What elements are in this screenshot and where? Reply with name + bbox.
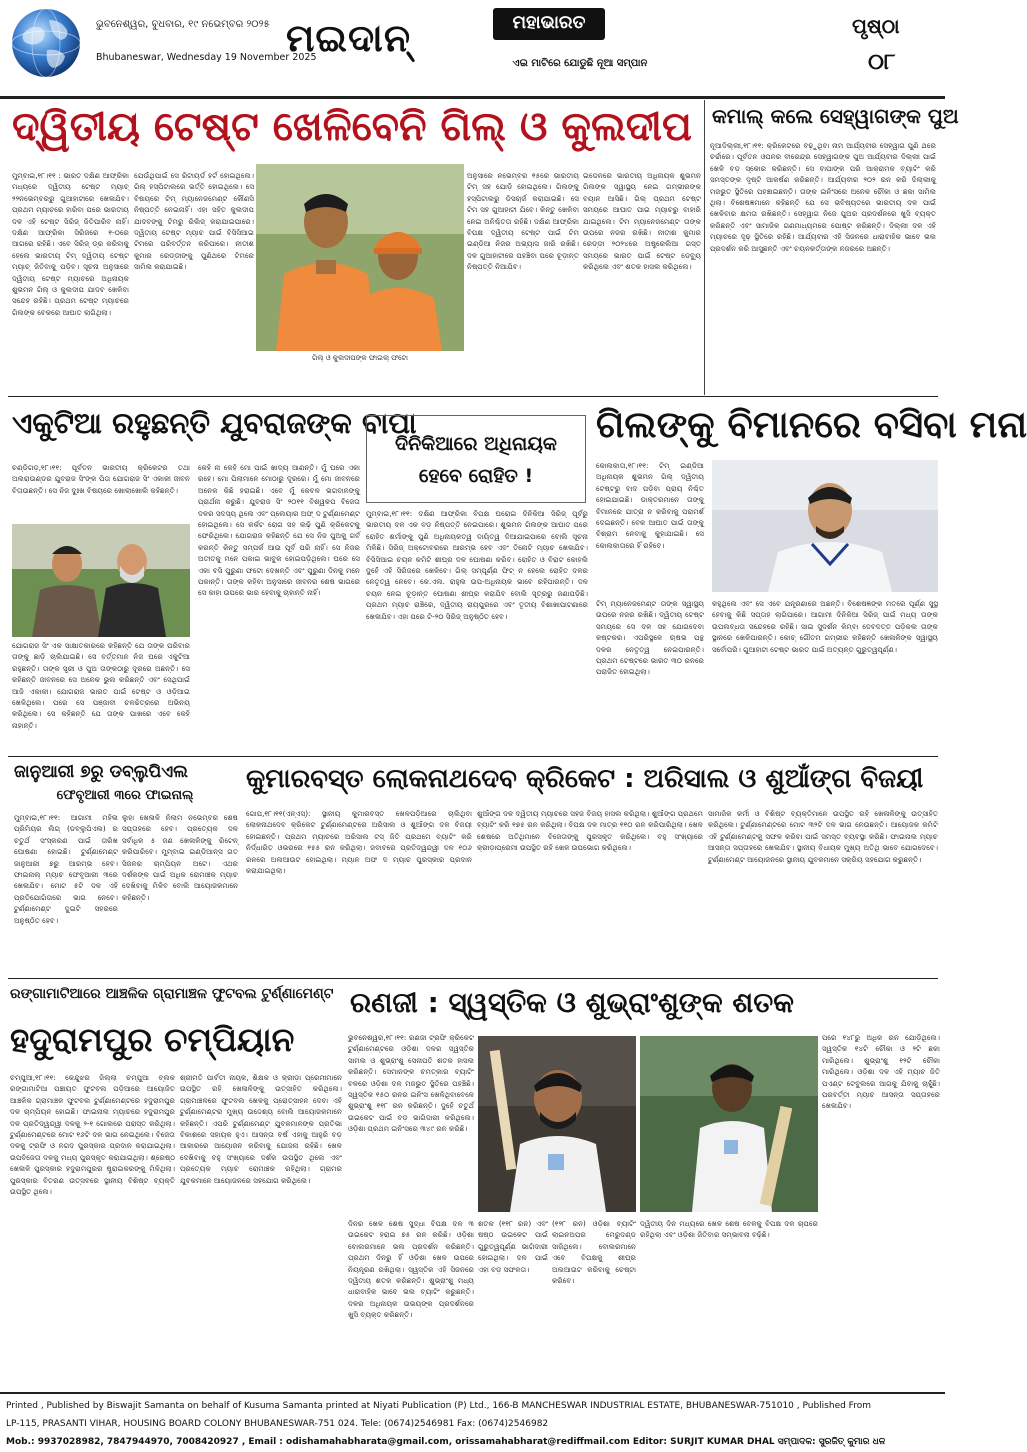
photo-yuvraj-father	[12, 524, 190, 637]
masthead	[0, 0, 945, 97]
yuvraj-col2: କେହି ନା କେହି ମୋ ପାଇଁ ଖାଦ୍ୟ ଆଣନ୍ତି। ମୁଁ ଘରେ ଏକା ରହେ। ମୋ ପିଲାମାନେ ମୋଠାରୁ ଦୂରରେ। ମୁଁ ମୋ ଜୀବନରେ ଅନେକ କିଛି ହରାଇଛି। ଏବେ ମୁଁ କେବଳ ଭଗବାନଙ୍କୁ ପ୍ରାର୍ଥନା କରୁଛି। ଯୁବରାଜ ସିଂ ୨୦୧୧ ବିଶ୍ୱକପ ବିଜେତା ଦଳର ସଦସ୍ୟ ଥିଲେ ଏବଂ ପ୍ଲେୟାର ଅଫ୍ ଦ ଟୁର୍ଣ୍ଣାମେଣ୍ଟ ହୋଇଥିଲେ। ସେ କର୍କଟ ରୋଗ ସହ ଲଢ଼ି ପୁଣି କ୍ରିକେଟକୁ ଫେରିଥିଲେ। ଯୋଗରାଜ କହିଛନ୍ତି ଯେ ସେ ନିଜ ପୁଅକୁ ଗର୍ବ କରନ୍ତି କିନ୍ତୁ ସମ୍ପର୍କ ଆଉ ପୂର୍ବ ପରି ନାହିଁ। ସେ ନିଜର ଅତୀତକୁ ମନେ ପକାଇ ଭାବୁକ ହୋଇପଡ଼ିଥିଲେ। ଘରେ ସେ ଏକା ବସି ପୁରୁଣା ଫଟୋ ଦେଖନ୍ତି ଏବଂ ପୁରୁଣା ଦିନକୁ ମନେ ପକାନ୍ତି। ତାଙ୍କ କହିବା ଅନୁସାରେ ଜୀବନର ଶେଷ ଭାଗରେ ସେ କାହା ଉପରେ ଭାର ହେବାକୁ ଚାହାନ୍ତି ନାହିଁ।	[198, 463, 360, 598]
divider	[8, 756, 938, 757]
photo-caption-gill-kuldeep: ଗିଲ୍ ଓ କୁଲଦୀପଙ୍କ ଫାଇଲ୍ ଫଟୋ	[312, 354, 408, 362]
ranji-col2: ଦିନର ଖେଳ ଶେଷ ସୁଦ୍ଧା ବିପକ୍ଷ ଦଳ ୩ ଉଇକେଟ ହରାଇ ୭୫ ରନ କରିଛି। ଓଡ଼ିଶା ବୋଲରମାନେ ଭଲ ପ୍ରଦର୍ଶନ କରିଛନ୍ତି। ପ୍ରଥମ ଦିନରୁ ହିଁ ଓଡ଼ିଶା ଖେଳ ଉପରେ ନିୟନ୍ତ୍ରଣ ରଖିଥିଲା। ସ୍ୱସ୍ତିକ ଏହି ସିଜନରେ ଦ୍ୱିତୀୟ ଶତକ କରିଛନ୍ତି। ଶୁଭ୍ରାଂଶୁ ମଧ୍ୟ ଧାରାବାହିକ ଭାବେ ଭଲ ବ୍ୟାଟିଂ କରୁଛନ୍ତି। ଦଳର ଅଧିନାୟକ ଉଭୟଙ୍କ ପ୍ରଦର୍ଶନରେ ଖୁସି ବ୍ୟକ୍ତ କରିଛନ୍ତି।	[348, 1219, 474, 1320]
story1-col1: ମୁମ୍ବାଇ,୧୮।୧୧ : ଭାରତ ଦକ୍ଷିଣ ଆଫ୍ରିକା ମଧ୍ୟରେ ଦ୍ୱିତୀୟ ଟେଷ୍ଟ ମ୍ୟାଚ୍ ୨୨ନଭେମ୍ବରରୁ ଗୁଆହାଟୀରେ ଖେଳାଯିବ। ପ୍ରଥମ ମ୍ୟାଚରେ ହାରିବା ପରେ ଭାରତୀୟ ଦଳ ଏହି ଟେଷ୍ଟ ସିରିଜ୍ ଜିତିପାରିବ ନାହିଁ। ଦକ୍ଷିଣ ଆଫ୍ରିକା ସିରିଜରେ ୧-୦ରେ ଆଗରେ ରହିଛି। ଏବେ ସିରିଜ୍ ଡ୍ର କରିବାକୁ ହେଲେ ଭାରତୀୟ ଟିମ୍ ଦ୍ୱିତୀୟ ଟେଷ୍ଟ ମ୍ୟାଚ୍ ଜିତିବାକୁ ପଡ଼ିବ। ସୂଚନା ଅନୁସାରେ ଦ୍ୱିତୀୟ ଟେଷ୍ଟ ମ୍ୟାଚରେ ଅଧିନାୟକ ଶୁଭମନ ଗିଲ୍ ଓ କୁଲଦୀପ ଯାଦବ ଖେଳିବା ସନ୍ଦେହ ରହିଛି। ପ୍ରଥମ ଟେଷ୍ଟ ମ୍ୟାଚରେ ଗିଲଙ୍କ ବେକରେ ଆଘାତ ଲାଗିଥିଲା।	[12, 171, 129, 317]
photo-subhranshu-senapati	[640, 1036, 818, 1212]
headline-ranji-centuries: ରଣଜୀ : ସ୍ୱସ୍ତିକ ଓ ଶୁଭ୍ରାଂଶୁଙ୍କ ଶତକ	[350, 986, 794, 1019]
divider	[8, 978, 938, 979]
footer	[6, 1397, 941, 1451]
headline-gill-kuldeep: ଦ୍ୱିତୀୟ ଟେଷ୍ଟ ଖେଳିବେନି ଗିଲ୍ ଓ କୁଲଦୀପ	[12, 104, 692, 150]
ranji-col3: ପରେ ୧୪୮ରୁ ଅଧିକ ରନ ଯୋଡ଼ିଥିଲେ। ସ୍ୱସ୍ତିକ ୧୪ଟି ଚୌକା ଓ ୨ଟି ଛକା ମାରିଥିଲେ। ଶୁଭ୍ରାଂଶୁ ୧୨ଟି ଚୌକା ମାରିଥିଲେ। ଓଡ଼ିଶା ଦଳ ଏହି ମ୍ୟାଚ ଜିତି ପଏଣ୍ଟ ଟେବୁଲରେ ଆଗକୁ ଯିବାକୁ ଚାହୁଁଛି। ପରବର୍ତ୍ତୀ ମ୍ୟାଚ ଆସନ୍ତା ସପ୍ତାହରେ ଖେଳାଯିବ।	[822, 1033, 940, 1111]
divider	[704, 100, 705, 395]
wpl-col2: ଲୁହା ଖେଳାଳି ନିଲାମ ନଭେମ୍ବର ଶେଷ ସପ୍ତାହରେ ହେବ। ପ୍ରତ୍ୟେକ ଦଳ ସର୍ବାଧିକ ୫ ଜଣ ଖେଳାଳିଙ୍କୁ ରିଟେନ୍ କରିପାରିବେ। ମୁମ୍ବାଇ ଇଣ୍ଡିଆନ୍ସ ଗତ ସିଜନର ଚାମ୍ପିୟନ ଅଟେ। ଏଥର ଦର୍ଶକଙ୍କ ପାଇଁ ଅଧିକ ରୋମାଞ୍ଚକ ମ୍ୟାଚ ଦେଖିବାକୁ ମିଳିବ ବୋଲି ଆୟୋଜକମାନେ କହିଛନ୍ତି।	[122, 813, 238, 902]
gill-flight-col1: କୋଲକାତା,୧୮।୧୧: ଟିମ୍ ଇଣ୍ଡିଆ ଅଧିନାୟକ ଶୁଭମନ ଗିଲ୍ ଦ୍ୱିତୀୟ ଟେଷ୍ଟରୁ ବାଦ ପଡ଼ିବା ପ୍ରାୟ ନିଶ୍ଚିତ ହୋଇଯାଇଛି। ଡାକ୍ତରମାନେ ତାଙ୍କୁ ବିମାନରେ ଯାତ୍ରା ନ କରିବାକୁ ପରାମର୍ଶ ଦେଇଛନ୍ତି। ବେକ ଆଘାତ ପାଇଁ ତାଙ୍କୁ ବିଶ୍ରାମ ନେବାକୁ କୁହାଯାଇଛି। ସେ କୋଲକାତାରେ ହିଁ ରହିବେ।	[596, 461, 704, 550]
paper-name-box	[493, 8, 605, 40]
rohit-story-box	[366, 415, 586, 503]
football-kicker: ରଙ୍ଗାମାଟିଆରେ ଆଞ୍ଚଳିକ ଗ୍ରାମାଞ୍ଚଳ ଫୁଟବଲ ଟୁର୍ଣ୍ଣାମେଣ୍ଟ	[10, 986, 334, 1002]
section-title: ମଇଦାନ୍	[286, 16, 412, 60]
gill-flight-col2: କହୁଥିଲେ ଏବଂ ସେ ଏବେ ଯନ୍ତ୍ରଣାରେ ଅଛନ୍ତି। ବିଶେଷଜ୍ଞଙ୍କ ମତରେ ପୂର୍ଣ୍ଣ ସୁସ୍ଥ ହେବାକୁ କିଛି ସପ୍ତାହ ଲାଗିପାରେ। ଆଗାମୀ ଦିନିକିଆ ସିରିଜ୍ ପାଇଁ ମଧ୍ୟ ତାଙ୍କ ଉପଲବ୍ଧତା ସନ୍ଦେହରେ ରହିଛି। ସାଇ ସୁଦର୍ଶନ କିମ୍ବା ଦେବଦତ୍ତ ପଡ଼ିକଲ ତାଙ୍କ ସ୍ଥାନରେ ଖେଳିପାରନ୍ତି। କୋଚ୍ ଗୌତମ ଗମ୍ଭୀର କହିଛନ୍ତି ଖେଳାଳିଙ୍କ ସ୍ୱାସ୍ଥ୍ୟ ସର୍ବୋପରି। ଗୁଆହାଟୀ ଟେଷ୍ଟ ଭାରତ ପାଇଁ ଅତ୍ୟନ୍ତ ଗୁରୁତ୍ୱପୂର୍ଣ୍ଣ।	[712, 599, 938, 654]
photo-swastik-samal	[478, 1036, 636, 1212]
date-english: Bhubaneswar, Wednesday 19 November 2025	[96, 52, 317, 63]
story-sehwag-body: ନୂଆଦିଲ୍ଲୀ,୧୮।୧୧: କ୍ରିକେଟରେ ବଢ଼ୁଥିବା ନାମ ଆର୍ଯ୍ୟବୀର ସେହ୍ୱାଗ ପୁଣି ଥରେ ଚର୍ଚ୍ଚାରେ। ପୂର୍ବତନ ଓପନର ବୀରେନ୍ଦ୍ର ସେହ୍ୱାଗଙ୍କ ପୁଅ ଆର୍ଯ୍ୟବୀର ଦିଲ୍ଲୀ ପାଇଁ ଖେଳି ବଡ଼ ସ୍କୋର କରିଛନ୍ତି। ସେ ବାପାଙ୍କ ପରି ଆକ୍ରାମକ ବ୍ୟାଟିଂ କରି ସମସ୍ତଙ୍କ ଦୃଷ୍ଟି ଆକର୍ଷଣ କରିଛନ୍ତି। ଆର୍ଯ୍ୟବୀର ୨୦୨ ରନ କରି ଦିଲ୍ଲୀକୁ ମଜଭୁତ ସ୍ଥିତିରେ ପହଞ୍ଚାଇଛନ୍ତି। ତାଙ୍କ ଇନିଂସରେ ଅନେକ ଚୌକା ଓ ଛକା ସାମିଲ ଥିଲା। ବିଶେଷଜ୍ଞମାନେ କହିଛନ୍ତି ଯେ ସେ ଭବିଷ୍ୟତରେ ଭାରତୀୟ ଦଳ ପାଇଁ ଖେଳିବାର କ୍ଷମତା ରଖିଛନ୍ତି। ସେହ୍ୱାଗ ନିଜେ ପୁଅର ପ୍ରଦର୍ଶନରେ ଖୁସି ବ୍ୟକ୍ତ କରିଛନ୍ତି ଏବଂ ସାମାଜିକ ଗଣମାଧ୍ୟମରେ ପୋଷ୍ଟ କରିଛନ୍ତି। ଦିଲ୍ଲୀ ଦଳ ଏହି ମ୍ୟାଚରେ ଦୃଢ଼ ସ୍ଥିତିରେ ରହିଛି। ଆର୍ଯ୍ୟବୀର ଏହି ସିଜନରେ ଧାରାବାହିକ ଭାବେ ଭଲ ପ୍ରଦର୍ଶନ କରି ଆସୁଛନ୍ତି ଏବଂ ଚୟନକର୍ତ୍ତାଙ୍କ ନଜରରେ ଅଛନ୍ତି।	[710, 141, 936, 253]
gill-flight-col1b: ଟିମ୍ ମ୍ୟାନେଜମେଣ୍ଟ ତାଙ୍କ ସ୍ୱାସ୍ଥ୍ୟ ଉପରେ ନଜର ରଖିଛି। ଦ୍ୱିତୀୟ ଟେଷ୍ଟ ସମୟରେ ସେ ଦଳ ସହ ଯୋଗଦେବା କଷ୍ଟକର। ଏପରିସ୍ଥଳେ ଋଷଭ ପନ୍ଥ ଦଳର ନେତୃତ୍ୱ ନେଇପାରନ୍ତି। ପ୍ରଥମ ଟେଷ୍ଟରେ ଭାରତ ୩୦ ରନରେ ପରାଜିତ ହୋଇଥିଲା।	[596, 599, 704, 677]
story1-col4: ଇଡେନରେ ଭାରତୀୟ ଅଧିନାୟକ ଶୁଭମନ ଗିଲଙ୍କ ସ୍ୱାସ୍ଥ୍ୟ ନେଇ ଗମ୍ଭୀରଙ୍କ ବୟାନ ଆସିଛି। ଗିଲ୍ ପ୍ରଥମ ଟେଷ୍ଟ ସମୟରେ ଆଘାତ ପାଇ ମ୍ୟାଚରୁ ବାହାରି ଯାଇଥିଲେ। ଟିମ ମ୍ୟାନେଜମେଣ୍ଟ ତାଙ୍କ ଉପରେ ନଜର ରଖିଛି। ନୀତୀଶ କୁମାର ରେଡ୍ଡୀ ୨୦୨୪ରେ ଅଷ୍ଟ୍ରେଲିଆ ଗସ୍ତ ସମୟରେ ଭାରତ ପାଇଁ ଟେଷ୍ଟ ଡେବ୍ୟୁ କରିଥିଲେ ଏବଂ ଶତକ ହାସଲ କରିଥିଲେ।	[583, 171, 701, 272]
ranji-col1: ଭୁବନେଶ୍ୱର,୧୮।୧୧: ରଣଜୀ ଟ୍ରଫି କ୍ରିକେଟ ଟୁର୍ଣ୍ଣାମେଣ୍ଟରେ ଓଡ଼ିଶା ଦଳର ସ୍ୱସ୍ତିକ ସାମଲ ଓ ଶୁଭ୍ରାଂଶୁ ସେନାପତି ଶତକ ହାସଲ କରିଛନ୍ତି। ସେମାନଙ୍କ ଚମତ୍କାର ବ୍ୟାଟିଂ ବଳରେ ଓଡ଼ିଶା ଦଳ ମଜଭୁତ ସ୍ଥିତିରେ ପହଞ୍ଚିଛି। ସ୍ୱସ୍ତିକ ୧୫୦ ରନର ଇନିଂସ ଖେଳିଥିବାବେଳେ ଶୁଭ୍ରାଂଶୁ ୧୧୮ ରନ କରିଛନ୍ତି। ଦୁହେଁ ଚତୁର୍ଥ ଉଇକେଟ ପାଇଁ ବଡ଼ ଭାଗିଦାରୀ କରିଥିଲେ। ଓଡ଼ିଶା ପ୍ରଥମ ଇନିଂସରେ ୩୪୯ ରନ କରିଛି।	[348, 1033, 474, 1134]
headline-yuvraj-father: ଏକୁଟିଆ ରହୁଛନ୍ତି ଯୁବରାଜଙ୍କ ବାପା	[12, 406, 417, 440]
headline-kumarbasta-cricket: କୁମାରବସ୍ତ ଲୋକନାଥଦେବ କ୍ରିକେଟ : ଅରିସାଲ ଓ ଶୁଆଁଙ୍ଗ ବିଜୟୀ	[246, 764, 924, 794]
rohit-body: ମୁମ୍ବାଇ,୧୮।୧୧: ଦକ୍ଷିଣ ଆଫ୍ରିକା ବିପକ୍ଷ ଘରୋଇ ଦିନିକିଆ ସିରିଜ୍ ପୂର୍ବରୁ ଭାରତୀୟ ଦଳ ଏକ ବଡ଼ ନିଷ୍ପତ୍ତି ନେଇପାରେ। ଶୁଭମନ ଗିଲଙ୍କ ଆଘାତ ପରେ ରୋହିତ ଶର୍ମାଙ୍କୁ ପୁଣି ଅଧିନାୟକତ୍ୱ ଦାୟିତ୍ୱ ଦିଆଯାଇପାରେ ବୋଲି ସୂଚନା ମିଳିଛି। ସିରିଜ୍ ଅକ୍ଟୋବରରେ ଆରମ୍ଭ ହେବ ଏବଂ ତିନୋଟି ମ୍ୟାଚ ଖେଳାଯିବ। ବିସିସିଆଇ ଚୟନ କମିଟି ଶୀଘ୍ର ଦଳ ଘୋଷଣା କରିବ। ରୋହିତ ଓ ବିରାଟ କୋହଲି ଦୁହେଁ ଏହି ସିରିଜରେ ଖେଳିବେ। ଗିଲ୍ ସମ୍ପୂର୍ଣ୍ଣ ଫିଟ୍ ନ ହେଲେ ରୋହିତ ଦଳର ନେତୃତ୍ୱ ନେବେ। କେ.ଏଲ. ରାହୁଲ ଉପ-ଅଧିନାୟକ ଭାବେ ରହିପାରନ୍ତି। ଦଳ ଚୟନ ନେଇ ଚୂଡ଼ାନ୍ତ ଘୋଷଣା ଶୀଘ୍ର କରାଯିବ ବୋଲି ସୂତ୍ରରୁ ଜଣାପଡ଼ିଛି। ପ୍ରଥମ ମ୍ୟାଚ ରାଞ୍ଚିରେ, ଦ୍ୱିତୀୟ ରାୟପୁରରେ ଏବଂ ତୃତୀୟ ବିଶାଖାପାଟଣାରେ ଖେଳାଯିବ। ଏହା ପରେ ଟି-୨୦ ସିରିଜ୍ ଅନୁଷ୍ଠିତ ହେବ।	[366, 509, 588, 621]
divider	[8, 396, 938, 397]
ranji-col6: ଦ୍ୱିତୀୟ ଦିନ ମଧ୍ୟରେ ଖେଳ ଶେଷ ବେଳକୁ ବିପକ୍ଷ ଦଳ ଚାପରେ ରହିଥିଲା ଏବଂ ଓଡ଼ିଶା ଜିତିବାର ସମ୍ଭାବନା ବଢ଼ିଛି।	[640, 1219, 818, 1240]
kumarbasta-col3: ସାମାଜିକ କର୍ମୀ ଓ ବିଶିଷ୍ଟ ବ୍ୟକ୍ତିମାନେ ଉପସ୍ଥିତ ରହି ଖେଳାଳିଙ୍କୁ ଉତ୍ସାହିତ କରିଥିଲେ। ଟୁର୍ଣ୍ଣାମେଣ୍ଟରେ ମୋଟ ୩୨ଟି ଦଳ ଭାଗ ନେଉଛନ୍ତି। ଆୟୋଜକ କମିଟି ଏହି ଟୁର୍ଣ୍ଣାମେଣ୍ଟକୁ ସଫଳ କରିବା ପାଇଁ ସମସ୍ତ ବ୍ୟବସ୍ଥା କରିଛି। ଫାଇନାଲ ମ୍ୟାଚ ଆସନ୍ତା ସପ୍ତାହରେ ଖେଳାଯିବ। ସ୍ଥାନୀୟ ବିଧାୟକ ମୁଖ୍ୟ ଅତିଥି ଭାବେ ଯୋଗଦେବେ। ଟୁର୍ଣ୍ଣାମେଣ୍ଟ ଆୟୋଜନରେ ସ୍ଥାନୀୟ ଯୁବକମାନେ ସକ୍ରିୟ ସହଯୋଗ କରୁଛନ୍ତି।	[708, 809, 938, 864]
tagline: ଏଇ ମାଟିରେ ଯୋଡୁଛି ନୂଆ ସମ୍ପାନ	[512, 58, 648, 69]
footer-contact-line: Mob.: 9937028982, 7847944970, 7008420927 , Email : odishamahabharata@gmail.com, orissamahabharat@rediffmail.com Editor: SURJIT KUMAR DHAL ସମ୍ପାଦକ: ସୁରଜିତ୍ କୁମାର ଧଳ	[6, 1437, 886, 1447]
photo-gill	[712, 460, 938, 592]
story1-col3: ଅନୁସାରେ ନଭେମ୍ବର ୧୫ରେ ଭାରତୀୟ ଟିମ୍ ସହ ଯୋଡ଼ି ହୋଇଥିଲେ। ଗିଲଙ୍କୁ ହସ୍ପିଟାଲରୁ ଡିସଚାର୍ଜ କରାଯାଇଛି। ସେ ଟିମ ସହ ଗୁଆହାଟୀ ଯିବେ। କିନ୍ତୁ ଖେଳିବା ନେଇ ଅନିଶ୍ଚିତତା ରହିଛି। ଦକ୍ଷିଣ ଆଫ୍ରିକା ବିପକ୍ଷ ଦ୍ୱିତୀୟ ଟେଷ୍ଟ ପାଇଁ ଟିମ ଇଣ୍ଡିଆ ନିଜର ଅଭ୍ୟାସ ଜାରି ରଖିଛି। ଦଳ ଗୁଆହାଟୀରେ ପହଞ୍ଚିବା ପରେ ଚୂଡ଼ାନ୍ତ ନିଷ୍ପତ୍ତି ନିଆଯିବ।	[467, 171, 579, 272]
ranji-col5: (୧୨୮ ରନ) ଓଡ଼ିଶା ବ୍ୟାଟିଂ ଲାଇନଅପର ମେରୁଦଣ୍ଡ ସାଜିଥିଲେ। ବୋଲରମାନେ ଏବେ ବିପକ୍ଷକୁ ଶୀଘ୍ର ଅଲଆଉଟ କରିବାକୁ ଚେଷ୍ଟା କରିବେ।	[552, 1219, 636, 1286]
masthead-rule	[0, 96, 945, 99]
headline-gill-flight: ଗିଲଙ୍କୁ ବିମାନରେ ବସିବା ମନା	[596, 403, 1027, 446]
page-label: ପୃଷ୍ଠା	[852, 14, 900, 38]
paper-name: ମହାଭାରତ	[512, 12, 586, 33]
date-odia: ଭୁବନେଶ୍ୱର, ବୁଧବାର, ୧୯ ନଭେମ୍ବର ୨୦୨୫	[96, 19, 270, 30]
headline-rohit-captain: ଦିନିକିଆରେ ଅଧିନାୟକ ହେବେ ରୋହିତ !	[395, 433, 557, 487]
football-col1: ଚମ୍ପୁଆ,୧୮।୧୧: କେନ୍ଦୁଝର ଜିଲ୍ଲା ଚମ୍ପୁଆ ବ୍ଲକ ରଙ୍ଗାମାଟିଆ ପଞ୍ଚାୟତ ଫୁଟବଲ ପଡ଼ିଆରେ ଆୟୋଜିତ ଆଞ୍ଚଳିକ ଗ୍ରାମାଞ୍ଚଳ ଫୁଟବଲ ଟୁର୍ଣ୍ଣାମେଣ୍ଟରେ ହଦୁରାମପୁର ଦଳ ଚାମ୍ପିୟନ ହୋଇଛି। ଫାଇନାଲ ମ୍ୟାଚରେ ହଦୁରାମପୁର ଦଳ ପ୍ରତିଦ୍ୱନ୍ଦ୍ୱୀ ଦଳକୁ ୨-୧ ଗୋଲରେ ପରାସ୍ତ କରିଥିଲା। ଟୁର୍ଣ୍ଣାମେଣ୍ଟରେ ମୋଟ ୧୬ଟି ଦଳ ଭାଗ ନେଇଥିଲେ। ବିଜେତା ଦଳକୁ ଟ୍ରଫି ଓ ନଗଦ ପୁରସ୍କାର ପ୍ରଦାନ କରାଯାଇଥିଲା। ଉପବିଜେତା ଦଳକୁ ମଧ୍ୟ ପୁରସ୍କୃତ କରାଯାଇଥିଲା। ଶ୍ରେଷ୍ଠ ଖେଳାଳି ପୁରସ୍କାର ହଦୁରାମପୁରର ଷ୍ଟ୍ରାଇକରଙ୍କୁ ମିଳିଥିଲା। ପୁରସ୍କାର ବିତରଣ ଉତ୍ସବରେ ସ୍ଥାନୀୟ ବିଶିଷ୍ଟ ବ୍ୟକ୍ତି ଉପସ୍ଥିତ ଥିଲେ।	[10, 1073, 175, 1197]
subheadline-wpl-final: ଫେବୃଆରୀ ୩ରେ ଫାଇନାଲ୍	[56, 788, 194, 803]
wpl-col1: ମୁମ୍ବାଇ,୧୮।୧୧: ଆଗାମୀ ମହିଳା ପ୍ରିମିୟର ଲିଗ୍ (ଡବ୍ଲୁପିଏଲ) ର ଚତୁର୍ଥ ସଂସ୍କରଣ ପାଇଁ ତାରିଖ ଘୋଷଣା ହୋଇଛି। ଟୁର୍ଣ୍ଣାମେଣ୍ଟ ଜାନୁଆରୀ ୭ରୁ ଆରମ୍ଭ ହେବ। ଫାଇନାଲ୍ ମ୍ୟାଚ ଫେବୃଆରୀ ୩ରେ ଖେଳାଯିବ। ମୋଟ ୫ଟି ଦଳ ଏହି ପ୍ରତିଯୋଗିତାରେ ଭାଗ ନେବେ। ଟୁର୍ଣ୍ଣାମେଣ୍ଟ ଦୁଇଟି ସହରରେ ଅନୁଷ୍ଠିତ ହେବ।	[14, 813, 118, 925]
page-number: ୦୮	[868, 50, 896, 75]
kumarbasta-col2: ଶୁଆଁଙ୍ଗ ଦଳ ଦ୍ୱିତୀୟ ମ୍ୟାଚରେ ସହଜ ବିଜୟ ହାସଲ କରିଥିଲା। ଶୁଆଁଙ୍ଗ ପ୍ରଥମେ ବ୍ୟାଟିଂ କରି ୧୭୫ ରନ କରିଥିଲା। ବିପକ୍ଷ ଦଳ ମାତ୍ର ୧୧୦ ରନ କରିପାରିଥିଲା। ଖେଳ ଶେଷରେ ଅତିଥିମାନେ ବିଜେତାଙ୍କୁ ପୁରସ୍କୃତ କରିଥିଲେ। ବହୁ ସଂଖ୍ୟାରେ କ୍ରୀଡ଼ାପ୍ରେମୀ ଉପସ୍ଥିତ ରହି ଖେଳ ଉପଭୋଗ କରିଥିଲେ।	[477, 809, 703, 853]
headline-hadurampur-champion: ହଦୁରାମପୁର ଚମ୍ପିୟାନ	[10, 1020, 295, 1059]
footer-rule	[0, 1392, 945, 1394]
globe-logo-icon	[9, 6, 83, 80]
ranji-col4: ଶତକ (୧୧୮ ରନ) ଏବଂ ଷଷ୍ଠ ଉଇକେଟ ପାଇଁ ଗୁରୁତ୍ୱପୂର୍ଣ୍ଣ ଭାଗିଦାରୀ ହୋଇଥିଲା। ଦଳ ପାଇଁ ଏହା ବଡ଼ ସଫଳତା।	[478, 1219, 548, 1274]
football-col2: ଶ୍ରୀମତି ପାର୍ବତୀ ନାୟକ, ଶିକ୍ଷକ ଓ କ୍ରୀଡ଼ା ପ୍ରେମୀମାନେ ଉପସ୍ଥିତ ରହି ଖେଳାଳିଙ୍କୁ ଉତ୍ସାହିତ କରିଥିଲେ। ଗ୍ରାମାଞ୍ଚଳରେ ଫୁଟବଲ ଖେଳକୁ ପ୍ରୋତ୍ସାହନ ଦେବା ଏହି ଟୁର୍ଣ୍ଣାମେଣ୍ଟର ମୁଖ୍ୟ ଉଦ୍ଦେଶ୍ୟ ବୋଲି ଆୟୋଜକମାନେ କହିଛନ୍ତି। ଏପରି ଟୁର୍ଣ୍ଣାମେଣ୍ଟ ଯୁବକମାନଙ୍କ ପ୍ରତିଭା ବିକାଶରେ ସହାୟକ ହୁଏ। ଆସନ୍ତା ବର୍ଷ ଏହାକୁ ଆହୁରି ବଡ଼ ଆକାରରେ ଆୟୋଜନ କରିବାକୁ ଯୋଜନା ରହିଛି। ଖେଳ ଦେଖିବାକୁ ବହୁ ସଂଖ୍ୟାରେ ଦର୍ଶକ ଉପସ୍ଥିତ ଥିଲେ ଏବଂ ପ୍ରତ୍ୟେକ ମ୍ୟାଚ ରୋମାଞ୍ଚକ ରହିଥିଲା। ଗ୍ରାମର ଯୁବକମାନେ ଆୟୋଜନରେ ସହଯୋଗ କରିଥିଲେ।	[180, 1073, 342, 1185]
yuvraj-col1: ଚଣ୍ଡିଗଡ଼,୧୮।୧୧: ପୂର୍ବତନ ଭାରତୀୟ କ୍ରିକେଟର ତଥା ଅଲରାଉଣ୍ଡର ଯୁବରାଜ ସିଂଙ୍କ ପିତା ଯୋଗରାଜ ସିଂ ଏକାକୀ ଜୀବନ ବିତାଉଛନ୍ତି। ସେ ନିଜ ଦୁଃଖ ବିଷୟରେ ଖୋଲାଖୋଲି କହିଛନ୍ତି।	[12, 463, 190, 495]
kumarbasta-col1: ଗୋପ,୧୮।୧୧(ଏନ୍‌ଏସ୍): ସ୍ଥାନୀୟ କୁମାରବସ୍ତ ଖେଳପଡ଼ିଆରେ ଚାଲିଥିବା ଲୋକନାଥଦେବ କ୍ରିକେଟ ଟୁର୍ଣ୍ଣାମେଣ୍ଟରେ ଅରିସାଲ ଓ ଶୁଆଁଙ୍ଗ ଦଳ ବିଜୟୀ ହୋଇଛନ୍ତି। ପ୍ରଥମ ମ୍ୟାଚରେ ଅରିସାଲ ଟସ୍ ଜିତି ପ୍ରଥମେ ବ୍ୟାଟିଂ କରି ନିର୍ଦ୍ଧାରିତ ଓଭରରେ ୧୫୫ ରନ କରିଥିଲା। ଜବାବରେ ପ୍ରତିଦ୍ୱନ୍ଦ୍ୱୀ ଦଳ ୧୦୬ ରନରେ ଅଲଆଉଟ ହୋଇଥିଲା। ମ୍ୟାନ ଅଫ ଦ ମ୍ୟାଚ ପୁରସ୍କାର ପ୍ରଦାନ କରାଯାଇଥିଲା।	[246, 809, 472, 876]
photo-gill-kuldeep	[256, 164, 464, 351]
headline-wpl: ଜାନୁଆରୀ ୭ରୁ ଡବ୍ଲୁପିଏଲ	[14, 762, 188, 782]
yuvraj-col1b: ଯୋଗରାଜ ସିଂ ଏକ ସାକ୍ଷାତକାରରେ କହିଛନ୍ତି ଯେ ତାଙ୍କ ପରିବାର ତାଙ୍କୁ ଛାଡ଼ି ଚାଲିଯାଇଛି। ସେ ବର୍ତ୍ତମାନ ନିଜ ଘରେ ଏକୁଟିଆ ରହୁଛନ୍ତି। ତାଙ୍କ ସ୍ତ୍ରୀ ଓ ପୁଅ ତାଙ୍କଠାରୁ ଦୂରରେ ଅଛନ୍ତି। ସେ କହିଛନ୍ତି ଜୀବନରେ ସେ ଅନେକ ଭୁଲ କରିଛନ୍ତି ଏବଂ ସେଥିପାଇଁ ଆଜି ଏକାକୀ। ଯୋଗରାଜ ଭାରତ ପାଇଁ ଟେଷ୍ଟ ଓ ଓଡ଼ିଆଇ ଖେଳିଥିଲେ। ପରେ ସେ ପଞ୍ଜାବୀ ଚଳଚ୍ଚିତ୍ରରେ ଅଭିନୟ କରିଥିଲେ। ସେ କହିଛନ୍ତି ଯେ ତାଙ୍କ ପାଖରେ ଏବେ କେହି ନାହାନ୍ତି।	[12, 641, 190, 730]
story1-col2: ଯେଉଁଥିପାଇଁ ସେ ରିଟାୟର୍ଡ ହର୍ଟ ହୋଇଥିଲେ। ଗିଲ୍ ହସ୍ପିଟାଲରେ ଭର୍ତ୍ତି ହୋଇଥିଲେ। ସେ ବିଷୟରେ ଟିମ୍ ମ୍ୟାନେଜମେଣ୍ଟ କୌଣସି ନିଷ୍ପତ୍ତି ନେଇନାହିଁ। ଏହା ସହିତ କୁଲଦୀପ ଯାଦବଙ୍କୁ ଟିମରୁ ରିଲିଜ୍ କରାଯାଇପାରେ। ଦ୍ୱିତୀୟ ଟେଷ୍ଟ ମ୍ୟାଚ ପାଇଁ ବିସିସିଆଇ ଟିମରେ ପରିବର୍ତ୍ତନ କରିପାରେ। ନୀତୀଶ କୁମାର ରେଡ୍ଡୀଙ୍କୁ ପୁଣିଥରେ ଟିମରେ ସାମିଲ କରାଯାଇଛି।	[134, 171, 254, 272]
footer-address-line: LP-115, PRASANTI VIHAR, HOUSING BOARD COLONY BHUBANESWAR-751 024. Tele: (0674)2546981 Fax: (0674)2546982	[6, 1419, 549, 1429]
footer-printer-line: Printed , Published by Biswajit Samanta on behalf of Kusuma Samanta printed at Niyati Publication (P) Ltd., 166-B MANCHESWAR INDUSTRIAL ESTATE, BHUBANESWAR-751010 , Published From	[6, 1401, 871, 1411]
headline-sehwag-son: କମାଲ୍ କଲେ ସେହ୍ୱାଗଙ୍କ ପୁଅ	[712, 104, 959, 128]
